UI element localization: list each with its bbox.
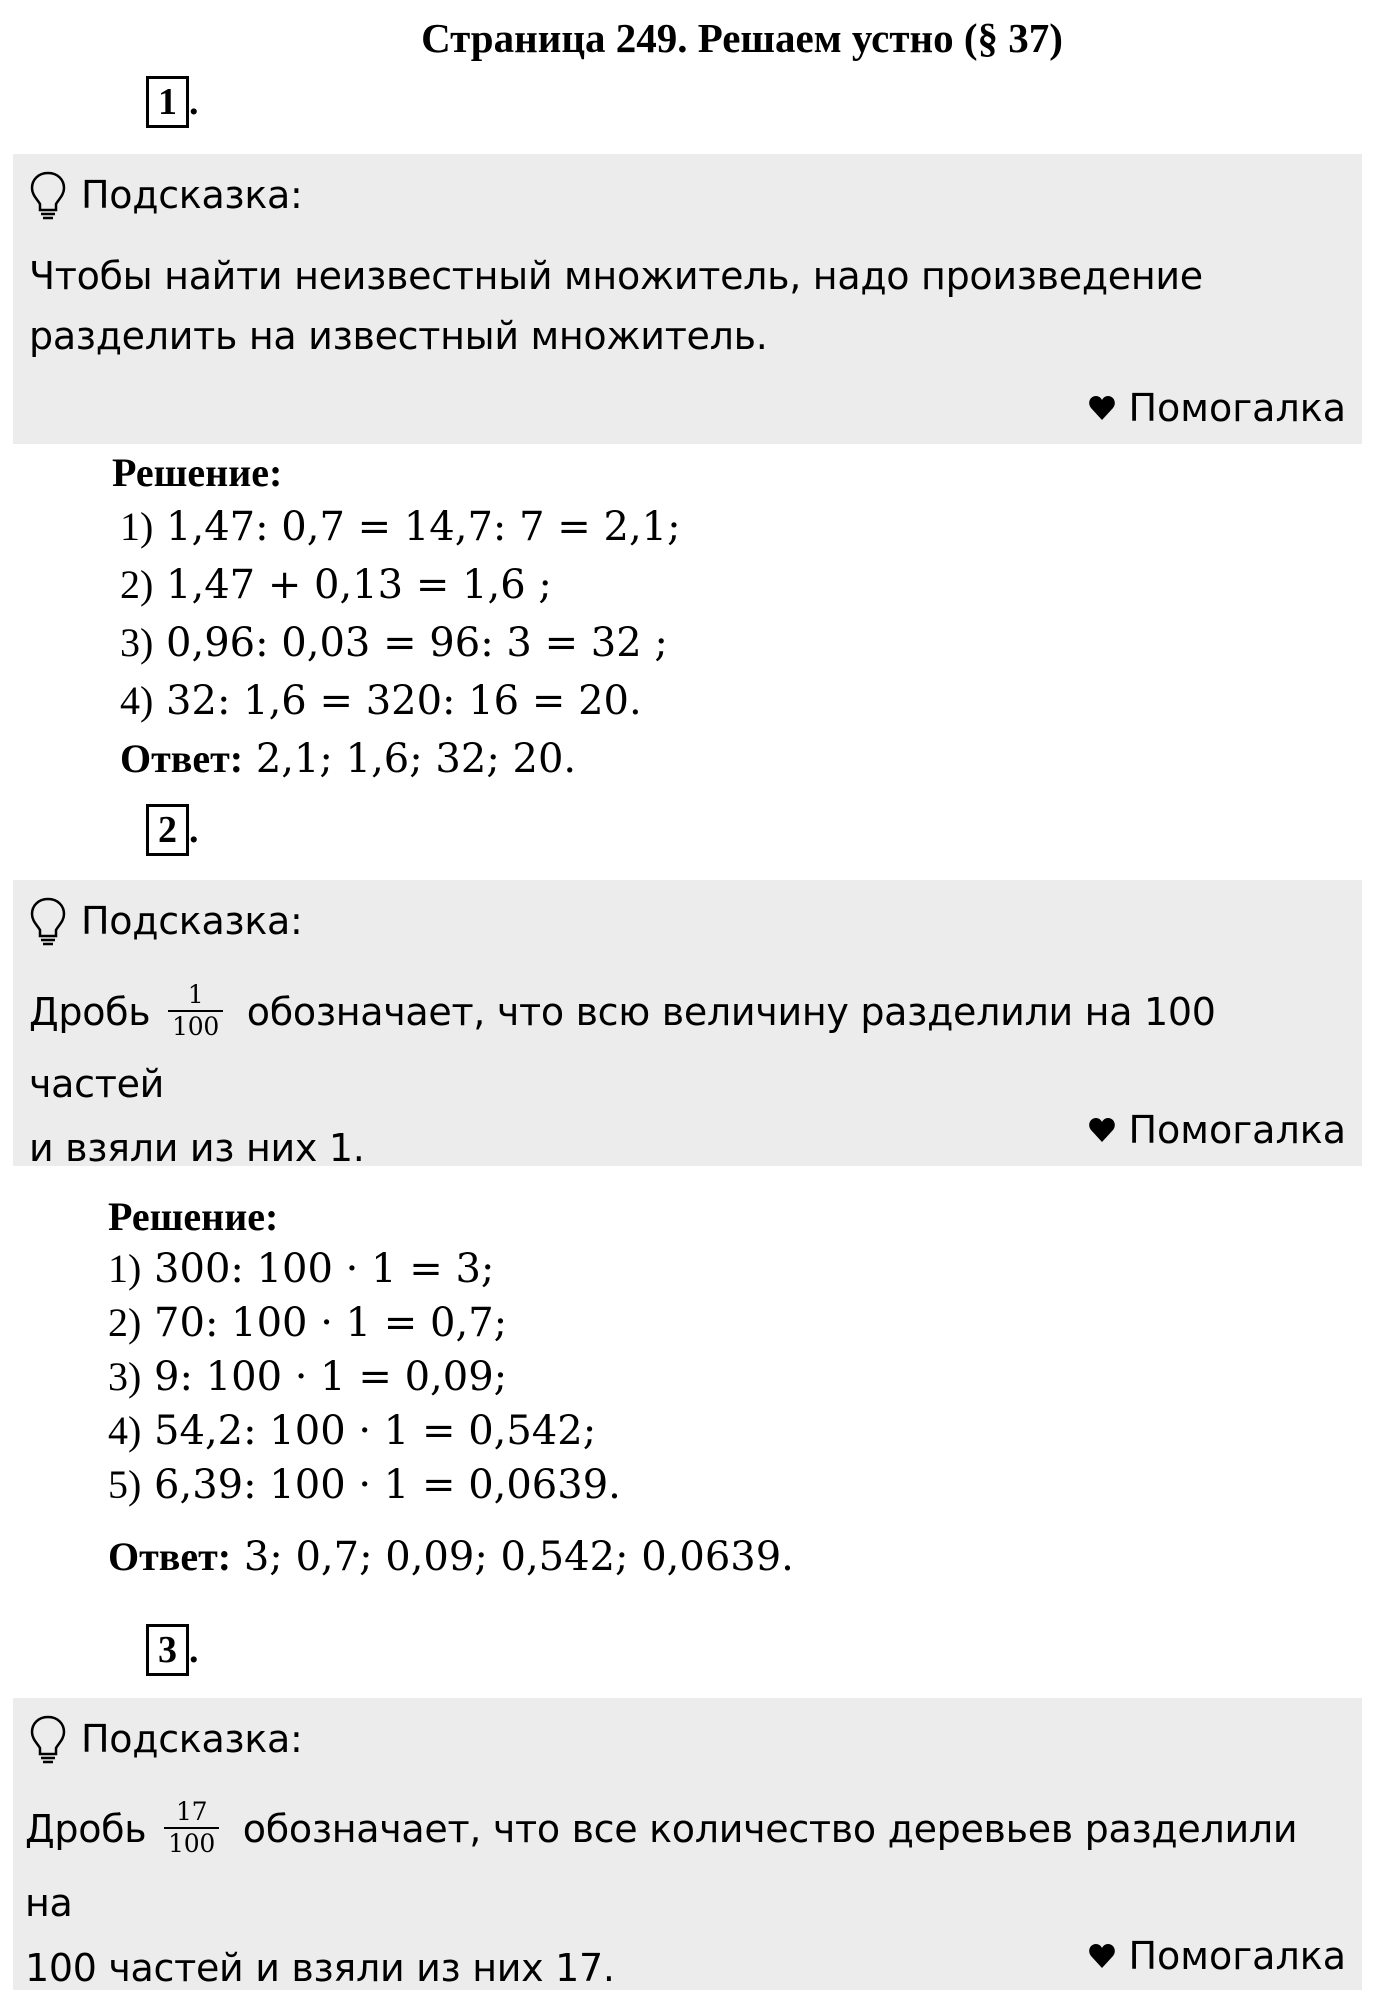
hint-box-3 bbox=[13, 1698, 1362, 1990]
helper-link[interactable] bbox=[1088, 386, 1346, 430]
hint-header bbox=[29, 896, 302, 946]
heart-icon bbox=[1088, 1943, 1116, 1969]
heart-icon bbox=[1088, 1117, 1116, 1143]
solution-step: 3) 0,96: 0,03 = 96: 3 = 32 ; bbox=[120, 620, 668, 666]
helper-label: Помогалка bbox=[1128, 1108, 1346, 1152]
lightbulb-icon bbox=[29, 896, 67, 946]
solution-step: 4) 54,2: 100 · 1 = 0,542; bbox=[108, 1408, 597, 1454]
answer-value: 2,1; 1,6; 32; 20. bbox=[255, 736, 577, 782]
hint-title: Подсказка: bbox=[81, 899, 303, 943]
hint-title: Подсказка: bbox=[81, 173, 303, 217]
answer-line bbox=[108, 1528, 794, 1586]
hint-text: Дробь $\frac{1}{100}$ обозначает, что всю величину разделили на 100 частей и взяли из них 1. bbox=[29, 979, 1216, 1170]
task-number-box: 3 bbox=[146, 1624, 189, 1676]
solution-step: 4) 32: 1,6 = 320: 16 = 20. bbox=[120, 678, 642, 724]
hint-box-2 bbox=[13, 880, 1362, 1170]
hint-text: Чтобы найти неизвестный множитель, надо произведение разделить на известный множитель. bbox=[29, 254, 1203, 358]
helper-label: Помогалка bbox=[1128, 1934, 1346, 1978]
helper-link[interactable] bbox=[1088, 1108, 1346, 1152]
hint-box-1 bbox=[13, 154, 1362, 444]
lightbulb-icon bbox=[29, 170, 67, 220]
solution-1 bbox=[112, 448, 681, 788]
fraction: $\frac{1}{100}$ bbox=[168, 980, 223, 1042]
page-title: Страница 249. Решаем устно (§ 37) bbox=[421, 15, 1063, 61]
hint-header bbox=[29, 170, 302, 220]
solution-step: 5) 6,39: 100 · 1 = 0,0639. bbox=[108, 1462, 621, 1508]
fraction: $\frac{17}{100}$ bbox=[164, 1797, 219, 1859]
heart-icon bbox=[1088, 395, 1116, 421]
answer-value: 3; 0,7; 0,09; 0,542; 0,0639. bbox=[243, 1534, 794, 1580]
solution-2 bbox=[108, 1192, 794, 1586]
hint-text: Дробь $\frac{17}{100}$ обозначает, что все количество деревьев разделили на 100 частей и взяли из них 17. bbox=[25, 1796, 1298, 1990]
solution-step: 1) 1,47: 0,7 = 14,7: 7 = 2,1; bbox=[120, 504, 681, 550]
solution-step: 1) 300: 100 · 1 = 3; bbox=[108, 1246, 495, 1292]
task-number-1: 1 . bbox=[146, 76, 199, 128]
solution-label: Решение: bbox=[112, 450, 283, 495]
solution-step: 2) 1,47 + 0,13 = 1,6 ; bbox=[120, 562, 552, 608]
task-number-2: 2 . bbox=[146, 804, 199, 856]
hint-header bbox=[29, 1714, 302, 1764]
solution-step: 2) 70: 100 · 1 = 0,7; bbox=[108, 1300, 508, 1346]
answer-label: Ответ: bbox=[108, 1534, 232, 1579]
task-number-box: 2 bbox=[146, 804, 189, 856]
helper-link[interactable] bbox=[1088, 1934, 1346, 1978]
task-number-box: 1 bbox=[146, 76, 189, 128]
helper-label: Помогалка bbox=[1128, 386, 1346, 430]
answer-label: Ответ: bbox=[120, 736, 244, 781]
solution-label: Решение: bbox=[108, 1194, 279, 1239]
task-number-3: 3 . bbox=[146, 1624, 199, 1676]
solution-step: 3) 9: 100 · 1 = 0,09; bbox=[108, 1354, 508, 1400]
hint-title: Подсказка: bbox=[81, 1717, 303, 1761]
lightbulb-icon bbox=[29, 1714, 67, 1764]
answer-line bbox=[120, 730, 681, 788]
